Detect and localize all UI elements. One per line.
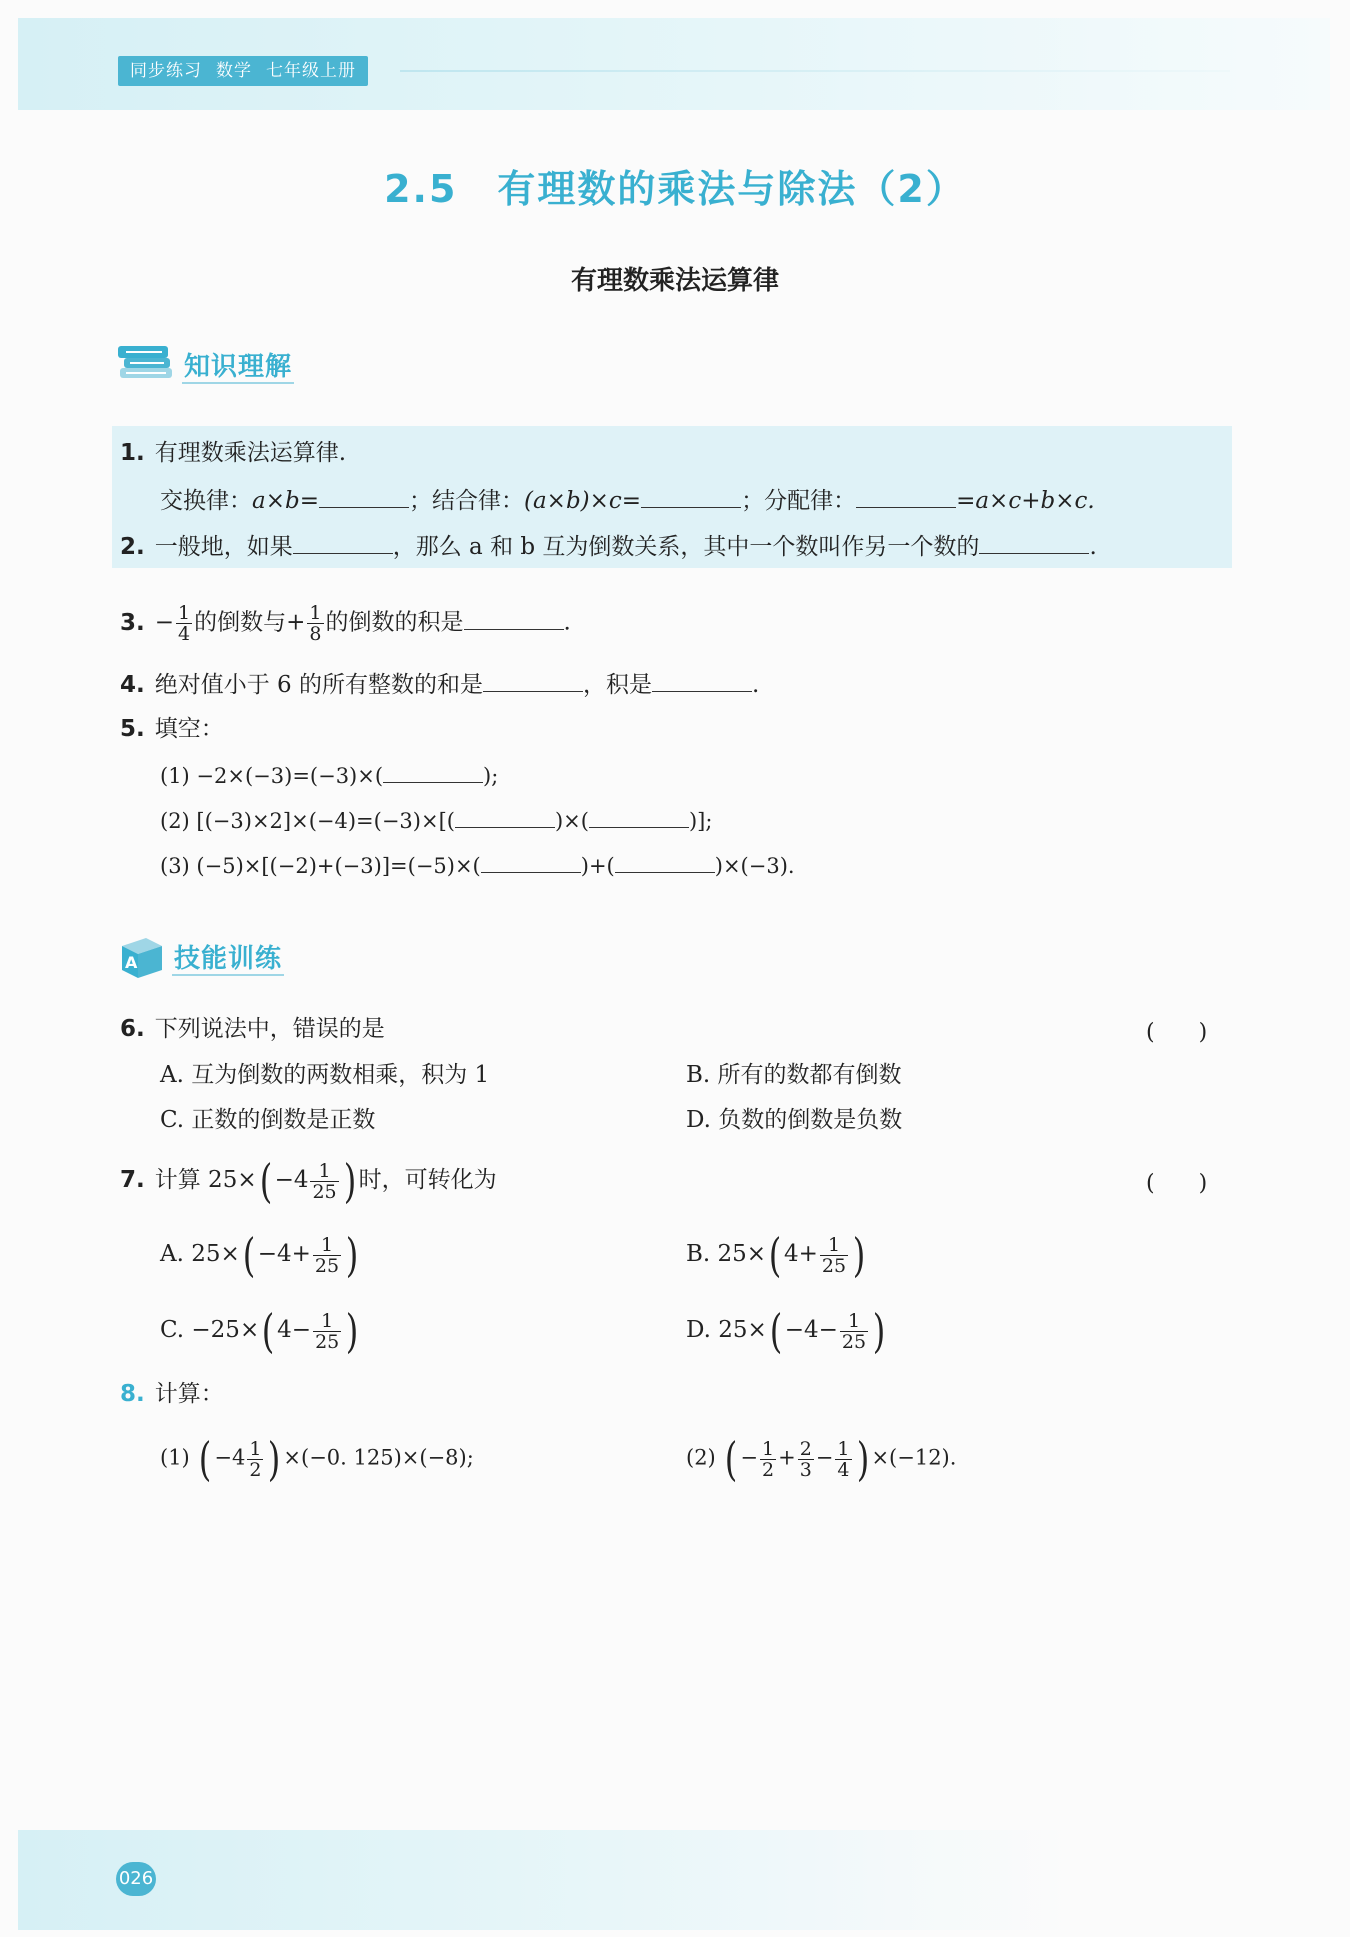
q5-p1-b: ); (483, 764, 499, 788)
q6-option-c[interactable]: C. 正数的倒数是正数 (160, 1107, 376, 1133)
sign: − (740, 1445, 758, 1470)
q8-p1-whole: −4 (214, 1445, 246, 1470)
fraction-denominator: 25 (312, 1180, 337, 1203)
q2-text-a: 一般地，如果 (154, 534, 293, 560)
header-tag (118, 56, 368, 86)
q5-p1-a: (1) −2×(−3)=(−3)×( (160, 764, 384, 788)
fraction-numerator: 1 (820, 1235, 848, 1256)
q4-text-a: 绝对值小于 6 的所有整数的和是 (154, 672, 484, 698)
q7-option-c[interactable] (160, 1304, 361, 1358)
q5-p3-a: (3) (−5)×[(−2)+(−3)]=(−5)×( (160, 854, 481, 878)
q5-text: 填空： (154, 716, 224, 742)
q1-distributive-expr: =a×c+b×c. (956, 488, 1095, 514)
section-skills (116, 932, 336, 982)
paren-left: ( (261, 1304, 275, 1358)
option-expr: 4− (277, 1317, 312, 1343)
q5-p3-b: )+( (580, 854, 615, 878)
lesson-subtitle: 有理数乘法运算律 (570, 266, 779, 296)
q8-part-2 (686, 1432, 957, 1486)
answer-blank[interactable] (652, 667, 752, 692)
paren-right: ) (345, 1304, 359, 1358)
q5-p3-c: )×(−3). (714, 854, 795, 878)
option-expr: −4+ (257, 1241, 311, 1267)
fraction-numerator: 1 (310, 1161, 338, 1182)
option-label: B. 25× (686, 1241, 767, 1267)
q7-whole: −4 (274, 1167, 309, 1193)
fraction-denominator: 25 (314, 1254, 340, 1277)
q7-option-d[interactable] (686, 1304, 888, 1358)
q3-mid: 的倒数与+ (194, 609, 306, 636)
q4-number: 4. (120, 672, 145, 698)
paren-right: ) (345, 1228, 359, 1282)
answer-blank[interactable] (615, 848, 715, 873)
answer-blank[interactable] (483, 667, 583, 692)
sign: + (778, 1445, 796, 1470)
q8-part-1 (160, 1432, 474, 1486)
section-underline (182, 382, 294, 384)
fraction (247, 1439, 263, 1480)
question-1 (120, 437, 346, 469)
q6-option-d[interactable]: D. 负数的倒数是负数 (686, 1107, 903, 1133)
q6-option-a[interactable]: A. 互为倒数的两数相乘，积为 1 (160, 1062, 490, 1088)
part-label: (2) (686, 1445, 716, 1470)
fraction-denominator: 2 (249, 1458, 262, 1481)
answer-blank[interactable] (293, 529, 393, 554)
q5-p2-a: (2) [(−3)×2]×(−4)=(−3)×[( (160, 809, 455, 833)
chapter-title: 2.5 有理数的乘法与除法（2） (384, 167, 966, 211)
q6-option-b[interactable]: B. 所有的数都有倒数 (686, 1062, 902, 1088)
subject-name: 数学 (216, 61, 252, 81)
q6-number: 6. (120, 1016, 145, 1042)
fraction-denominator: 25 (841, 1330, 867, 1353)
paren-left: ( (199, 1432, 212, 1486)
q7-number: 7. (120, 1167, 145, 1193)
answer-blank[interactable] (589, 803, 689, 828)
fraction-numerator: 1 (309, 602, 322, 624)
answer-blank[interactable] (979, 529, 1089, 554)
fraction (176, 603, 192, 644)
q1-commutative-expr: a×b= (252, 488, 319, 514)
paren-left: ( (242, 1228, 256, 1282)
fraction (307, 603, 323, 644)
q8-text: 计算： (154, 1381, 224, 1407)
section-underline (172, 974, 284, 976)
paren-right: ) (268, 1432, 281, 1486)
answer-blank[interactable] (464, 605, 564, 630)
q3-end: 的倒数的积是 (325, 609, 464, 636)
answer-blank[interactable] (856, 483, 956, 508)
fraction-denominator: 2 (762, 1458, 775, 1481)
fraction (835, 1439, 851, 1480)
footer-band (18, 1830, 1330, 1930)
q6-text: 下列说法中，错误的是 (154, 1016, 385, 1042)
q7-answer-paren[interactable]: ( ) (1146, 1171, 1208, 1196)
fraction-denominator: 8 (309, 623, 322, 645)
books-icon (116, 340, 176, 388)
q5-p2-b: )×( (554, 809, 589, 833)
fraction-numerator: 1 (249, 1437, 262, 1460)
answer-blank[interactable] (481, 848, 581, 873)
fraction-denominator: 3 (799, 1458, 812, 1481)
fraction-numerator: 1 (762, 1437, 775, 1460)
fraction-denominator: 25 (821, 1254, 847, 1277)
q7-text-b: 时，可转化为 (358, 1167, 497, 1193)
part-label: (1) (160, 1445, 190, 1470)
section-knowledge-label: 知识理解 (184, 352, 293, 382)
section-knowledge (116, 340, 336, 390)
q8-number: 8. (120, 1381, 145, 1407)
q1-associative-label: ；结合律： (408, 488, 524, 514)
q1-associative-expr: (a×b)×c= (523, 488, 642, 514)
option-expr: −4− (784, 1317, 838, 1343)
fraction-denominator: 25 (315, 1330, 340, 1353)
q1-text: 有理数乘法运算律. (154, 440, 347, 466)
fraction (840, 1311, 868, 1352)
svg-text:A: A (125, 953, 138, 972)
q7-option-b[interactable] (686, 1228, 868, 1282)
q1-distributive-label: ；分配律： (741, 488, 857, 514)
fraction (313, 1235, 341, 1276)
q2-end: . (1089, 534, 1097, 560)
q2-number: 2. (120, 534, 145, 560)
q8-p1-rest: ×(−0. 125)×(−8); (283, 1445, 474, 1470)
answer-blank[interactable] (641, 483, 741, 508)
paren-right: ) (872, 1304, 886, 1358)
q3-sign: − (154, 609, 175, 636)
paren-right: ) (852, 1228, 866, 1282)
series-name: 同步练习 (130, 61, 202, 81)
fraction-numerator: 2 (799, 1437, 812, 1460)
question-8 (120, 1378, 224, 1410)
fraction-numerator: 1 (837, 1437, 850, 1460)
fraction-numerator: 1 (178, 602, 191, 624)
paren-left: ( (769, 1304, 783, 1358)
q6-answer-paren[interactable]: ( ) (1146, 1020, 1208, 1045)
question-3 (120, 603, 571, 644)
option-label: A. 25× (160, 1241, 240, 1267)
q7-option-a[interactable] (160, 1228, 361, 1282)
q3-number: 3. (120, 609, 145, 636)
q4-period: . (752, 672, 760, 698)
paren-left: ( (259, 1154, 272, 1208)
page-number: 026 (116, 1862, 156, 1896)
fraction-numerator: 1 (840, 1311, 868, 1332)
fraction (760, 1439, 776, 1480)
q8-p2-rest: ×(−12). (871, 1445, 957, 1470)
paren-right: ) (343, 1154, 356, 1208)
fraction (798, 1439, 814, 1480)
question-6 (120, 1013, 385, 1045)
option-expr: 4+ (784, 1241, 818, 1267)
paren-left: ( (725, 1432, 738, 1486)
q5-part-3 (160, 848, 795, 882)
paren-right: ) (856, 1432, 869, 1486)
q5-part-2 (160, 803, 712, 837)
q5-part-1 (160, 758, 498, 792)
fraction (820, 1235, 848, 1276)
answer-blank[interactable] (455, 803, 555, 828)
q3-period: . (563, 609, 571, 636)
fraction-denominator: 4 (178, 623, 191, 645)
option-label: C. −25× (160, 1317, 260, 1343)
grade-name: 七年级上册 (266, 61, 356, 81)
fraction-numerator: 1 (313, 1311, 341, 1332)
option-label: D. 25× (686, 1317, 767, 1343)
q1-number: 1. (120, 440, 145, 466)
section-skills-label: 技能训练 (174, 944, 283, 974)
q5-p2-c: )]; (688, 809, 713, 833)
question-7 (120, 1154, 497, 1208)
fraction-denominator: 4 (837, 1458, 850, 1481)
q7-text-a: 计算 25× (154, 1167, 257, 1193)
fraction-numerator: 1 (313, 1235, 341, 1256)
fraction (313, 1311, 341, 1352)
question-4 (120, 667, 759, 701)
q1-commutative-label: 交换律： (160, 488, 252, 514)
answer-blank[interactable] (383, 758, 483, 783)
q5-number: 5. (120, 716, 145, 742)
letter-block-icon (116, 932, 168, 984)
fraction (310, 1161, 338, 1202)
paren-left: ( (768, 1228, 782, 1282)
q4-text-b: ，积是 (583, 672, 653, 698)
q2-text-b: ，那么 a 和 b 互为倒数关系，其中一个数叫作另一个数的 (392, 534, 980, 560)
sign: − (815, 1445, 834, 1470)
question-1-laws (160, 483, 1095, 517)
question-5 (120, 713, 224, 745)
header-rule (400, 70, 1230, 72)
answer-blank[interactable] (319, 483, 409, 508)
question-2 (120, 529, 1097, 563)
